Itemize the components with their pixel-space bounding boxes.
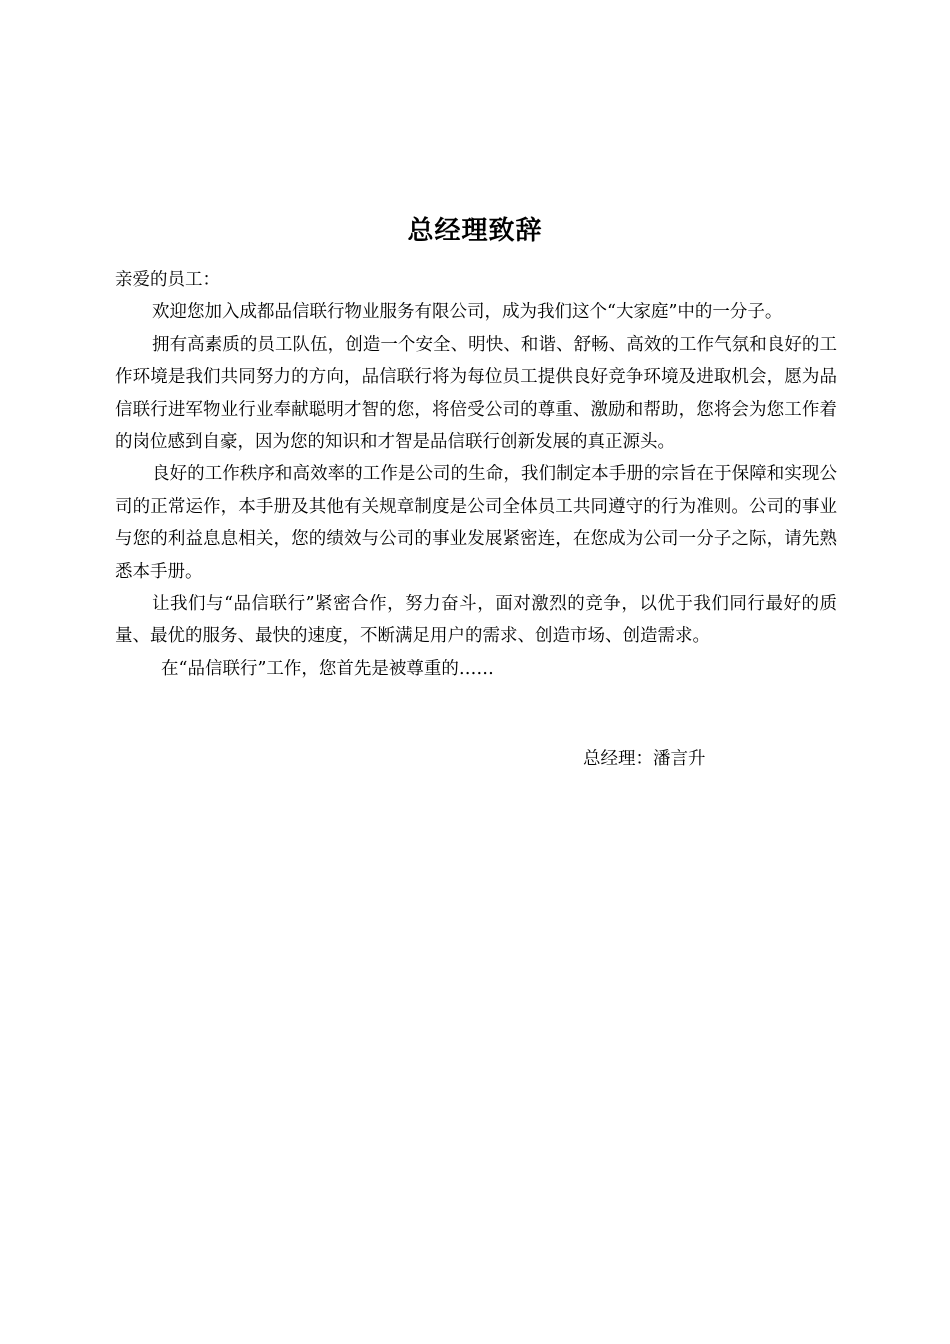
greeting: 亲爱的员工： [115, 270, 220, 290]
paragraph-cooperation: 让我们与“品信联行”紧密合作，努力奋斗，面对激烈的竞争，以优于我们同行最好的质量、最优的服务、最快的速度，不断满足用户的需求、创造市场、创造需求。 [115, 594, 837, 647]
page-title: 总经理致辞 [407, 216, 543, 247]
letter-body [115, 264, 837, 685]
paragraph-team: 拥有高素质的员工队伍，创造一个安全、明快、和谐、舒畅、高效的工作气氛和良好的工作环境是我们共同努力的方向，品信联行将为每位员工提供良好竞争环境及进取机会，愿为品信联行进军物业行业奉献聪明才智的您，将倍受公司的尊重、激励和帮助，您将会为您工作着的岗位感到自豪，因为您的知识和才智是品信联行创新发展的真正源头。 [115, 334, 837, 453]
paragraph-handbook: 良好的工作秩序和高效率的工作是公司的生命，我们制定本手册的宗旨在于保障和实现公司的正常运作，本手册及其他有关规章制度是公司全体员工共同遵守的行为准则。公司的事业与您的利益息息相关，您的绩效与公司的事业发展紧密连，在您成为公司一分子之际，请先熟悉本手册。 [115, 464, 837, 582]
signature: 总经理：潘言升 [583, 749, 706, 769]
paragraph-welcome: 欢迎您加入成都品信联行物业服务有限公司，成为我们这个“大家庭”中的一分子。 [152, 302, 783, 323]
paragraph-closing: 在“品信联行”工作，您首先是被尊重的…… [161, 658, 494, 679]
